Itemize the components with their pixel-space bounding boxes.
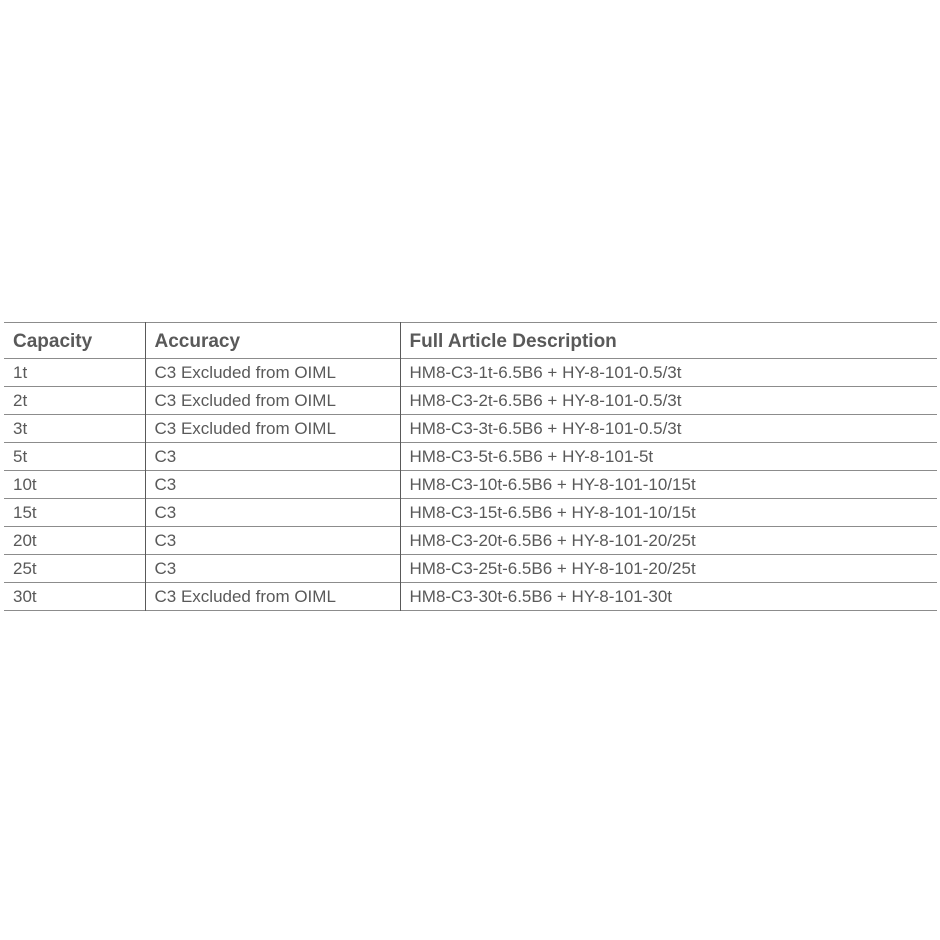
accuracy-cell: C3 bbox=[145, 555, 400, 583]
header-capacity: Capacity bbox=[4, 323, 145, 359]
accuracy-cell: C3 Excluded from OIML bbox=[145, 359, 400, 387]
capacity-cell: 3t bbox=[4, 415, 145, 443]
capacity-cell: 20t bbox=[4, 527, 145, 555]
description-cell: HM8-C3-25t-6.5B6 + HY-8-101-20/25t bbox=[409, 558, 696, 578]
table-body bbox=[4, 359, 937, 611]
capacity-cell: 5t bbox=[4, 443, 145, 471]
accuracy-cell: C3 Excluded from OIML bbox=[145, 583, 400, 611]
table-row bbox=[4, 415, 937, 443]
capacity-cell: 30t bbox=[4, 583, 145, 611]
capacity-cell: 25t bbox=[4, 555, 145, 583]
header-row bbox=[4, 323, 937, 359]
description-cell: HM8-C3-5t-6.5B6 + HY-8-101-5t bbox=[409, 446, 654, 466]
capacity-cell: 15t bbox=[4, 499, 145, 527]
table-row bbox=[4, 471, 937, 499]
description-cell: HM8-C3-2t-6.5B6 + HY-8-101-0.5/3t bbox=[409, 390, 682, 410]
table-row bbox=[4, 499, 937, 527]
table-header bbox=[4, 323, 937, 359]
table-row bbox=[4, 583, 937, 611]
capacity-cell: 2t bbox=[4, 387, 145, 415]
header-full-article-description: Full Article Description bbox=[409, 330, 617, 352]
accuracy-cell: C3 bbox=[145, 443, 400, 471]
accuracy-cell: C3 bbox=[145, 527, 400, 555]
description-cell: HM8-C3-30t-6.5B6 + HY-8-101-30t bbox=[409, 586, 673, 606]
spec-table bbox=[4, 322, 937, 611]
accuracy-cell: C3 bbox=[145, 499, 400, 527]
accuracy-cell: C3 Excluded from OIML bbox=[145, 415, 400, 443]
accuracy-cell: C3 Excluded from OIML bbox=[145, 387, 400, 415]
table-row bbox=[4, 359, 937, 387]
description-cell: HM8-C3-20t-6.5B6 + HY-8-101-20/25t bbox=[409, 530, 696, 550]
description-cell: HM8-C3-10t-6.5B6 + HY-8-101-10/15t bbox=[409, 474, 696, 494]
description-cell: HM8-C3-3t-6.5B6 + HY-8-101-0.5/3t bbox=[409, 418, 682, 438]
capacity-cell: 10t bbox=[4, 471, 145, 499]
table-row bbox=[4, 527, 937, 555]
table-row bbox=[4, 387, 937, 415]
capacity-cell: 1t bbox=[4, 359, 145, 387]
table-row bbox=[4, 555, 937, 583]
description-cell: HM8-C3-1t-6.5B6 + HY-8-101-0.5/3t bbox=[409, 362, 682, 382]
table-row bbox=[4, 443, 937, 471]
description-cell: HM8-C3-15t-6.5B6 + HY-8-101-10/15t bbox=[409, 502, 696, 522]
accuracy-cell: C3 bbox=[145, 471, 400, 499]
header-accuracy: Accuracy bbox=[145, 323, 400, 359]
